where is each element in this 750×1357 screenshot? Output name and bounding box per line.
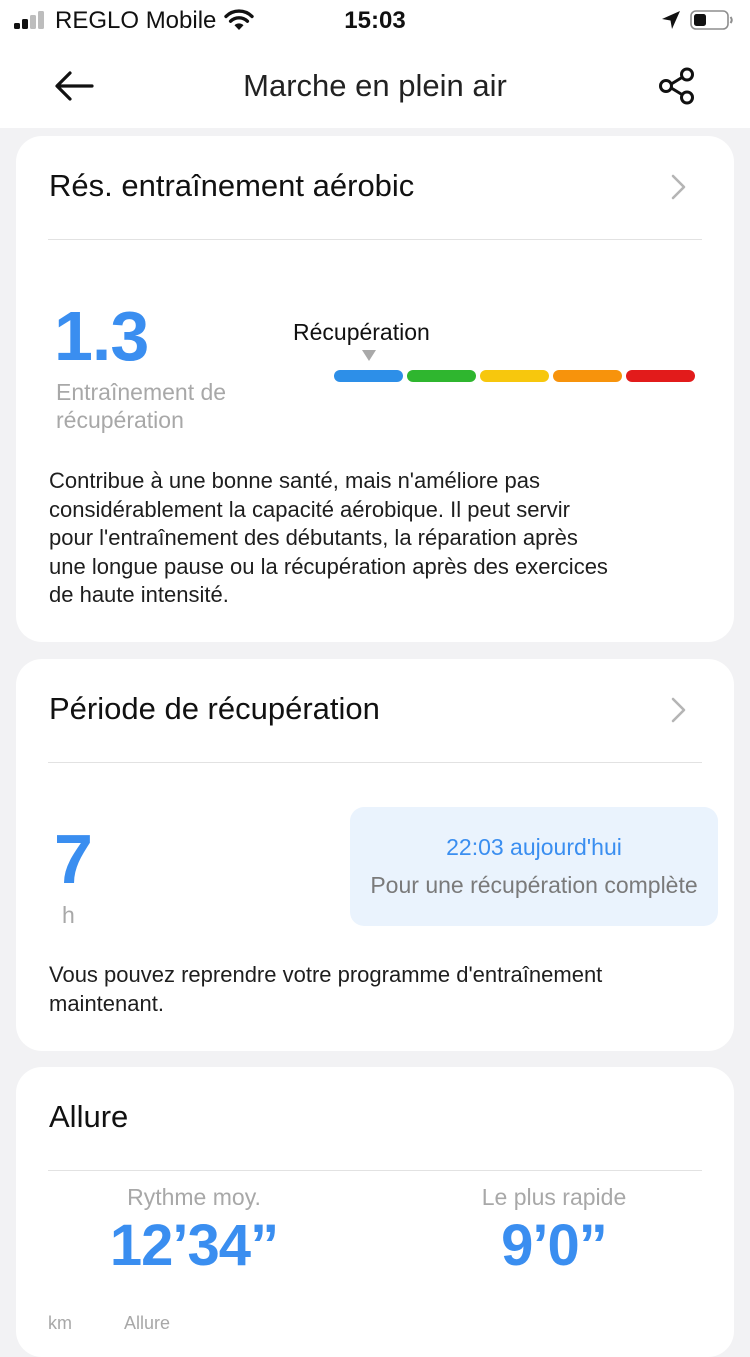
fastest-pace-block [404,1183,704,1278]
recovery-card-title: Période de récupération [49,691,380,726]
divider [48,239,702,240]
carrier-name: REGLO Mobile [55,7,217,34]
aerobic-value: 1.3 [54,297,149,375]
divider [48,762,702,763]
recovery-time-box [350,807,718,926]
intensity-scale [334,370,696,382]
scale-segment [480,370,549,382]
scale-segment [334,370,403,382]
chevron-right-icon[interactable] [666,172,690,202]
chart-axis-km-label: km [48,1313,72,1333]
description-line: de haute intensité. [49,582,229,607]
description-line: considérablement la capacité aérobique. Il peut servir [49,496,570,522]
fastest-pace-value: 9’0” [501,1213,607,1278]
description-line: maintenant. [49,990,164,1016]
page-title: Marche en plein air [243,68,507,103]
description-line: une longue pause ou la récupération après des exercices [49,553,608,579]
share-icon[interactable] [656,66,698,106]
pace-card-title: Allure [49,1099,129,1134]
chevron-right-icon[interactable] [666,695,690,725]
recovery-time: 22:03 aujourd'hui [446,834,622,860]
arrow-left-icon[interactable] [52,66,96,106]
battery-icon [690,9,734,31]
description-line: Vous pouvez reprendre votre programme d'entraînement [49,962,603,987]
scale-segment [407,370,476,382]
location-arrow-icon [660,9,682,31]
recovery-unit: h [62,902,75,928]
chart-axis-pace-label: Allure [124,1313,171,1333]
avg-pace-value: 12’34” [109,1213,279,1278]
recovery-note: Pour une récupération complète [370,872,698,898]
aerobic-value-label-line2: récupération [56,407,184,433]
scale-segment [553,370,622,382]
scale-segment [626,370,695,382]
recovery-hours-value: 7 [54,820,92,898]
fastest-pace-label: Le plus rapide [481,1184,627,1210]
aerobic-value-label-line1: Entraînement de [56,379,227,405]
aerobic-card-title: Rés. entraînement aérobic [49,168,415,203]
divider [48,1170,702,1171]
aerobic-training-card[interactable] [16,136,734,642]
pace-card[interactable] [16,1067,734,1357]
scale-label: Récupération [293,319,430,345]
description-line: pour l'entraînement des débutants, la réparation après [49,525,578,550]
nav-bar [0,42,750,128]
description-line: Contribue à une bonne santé, mais n'améliore pas [49,468,540,493]
avg-pace-block [44,1183,344,1278]
status-time: 15:03 [344,7,406,34]
scale-marker-icon [362,350,376,361]
status-bar [0,0,750,42]
avg-pace-label: Rythme moy. [127,1184,261,1210]
recovery-period-card[interactable] [16,659,734,1051]
